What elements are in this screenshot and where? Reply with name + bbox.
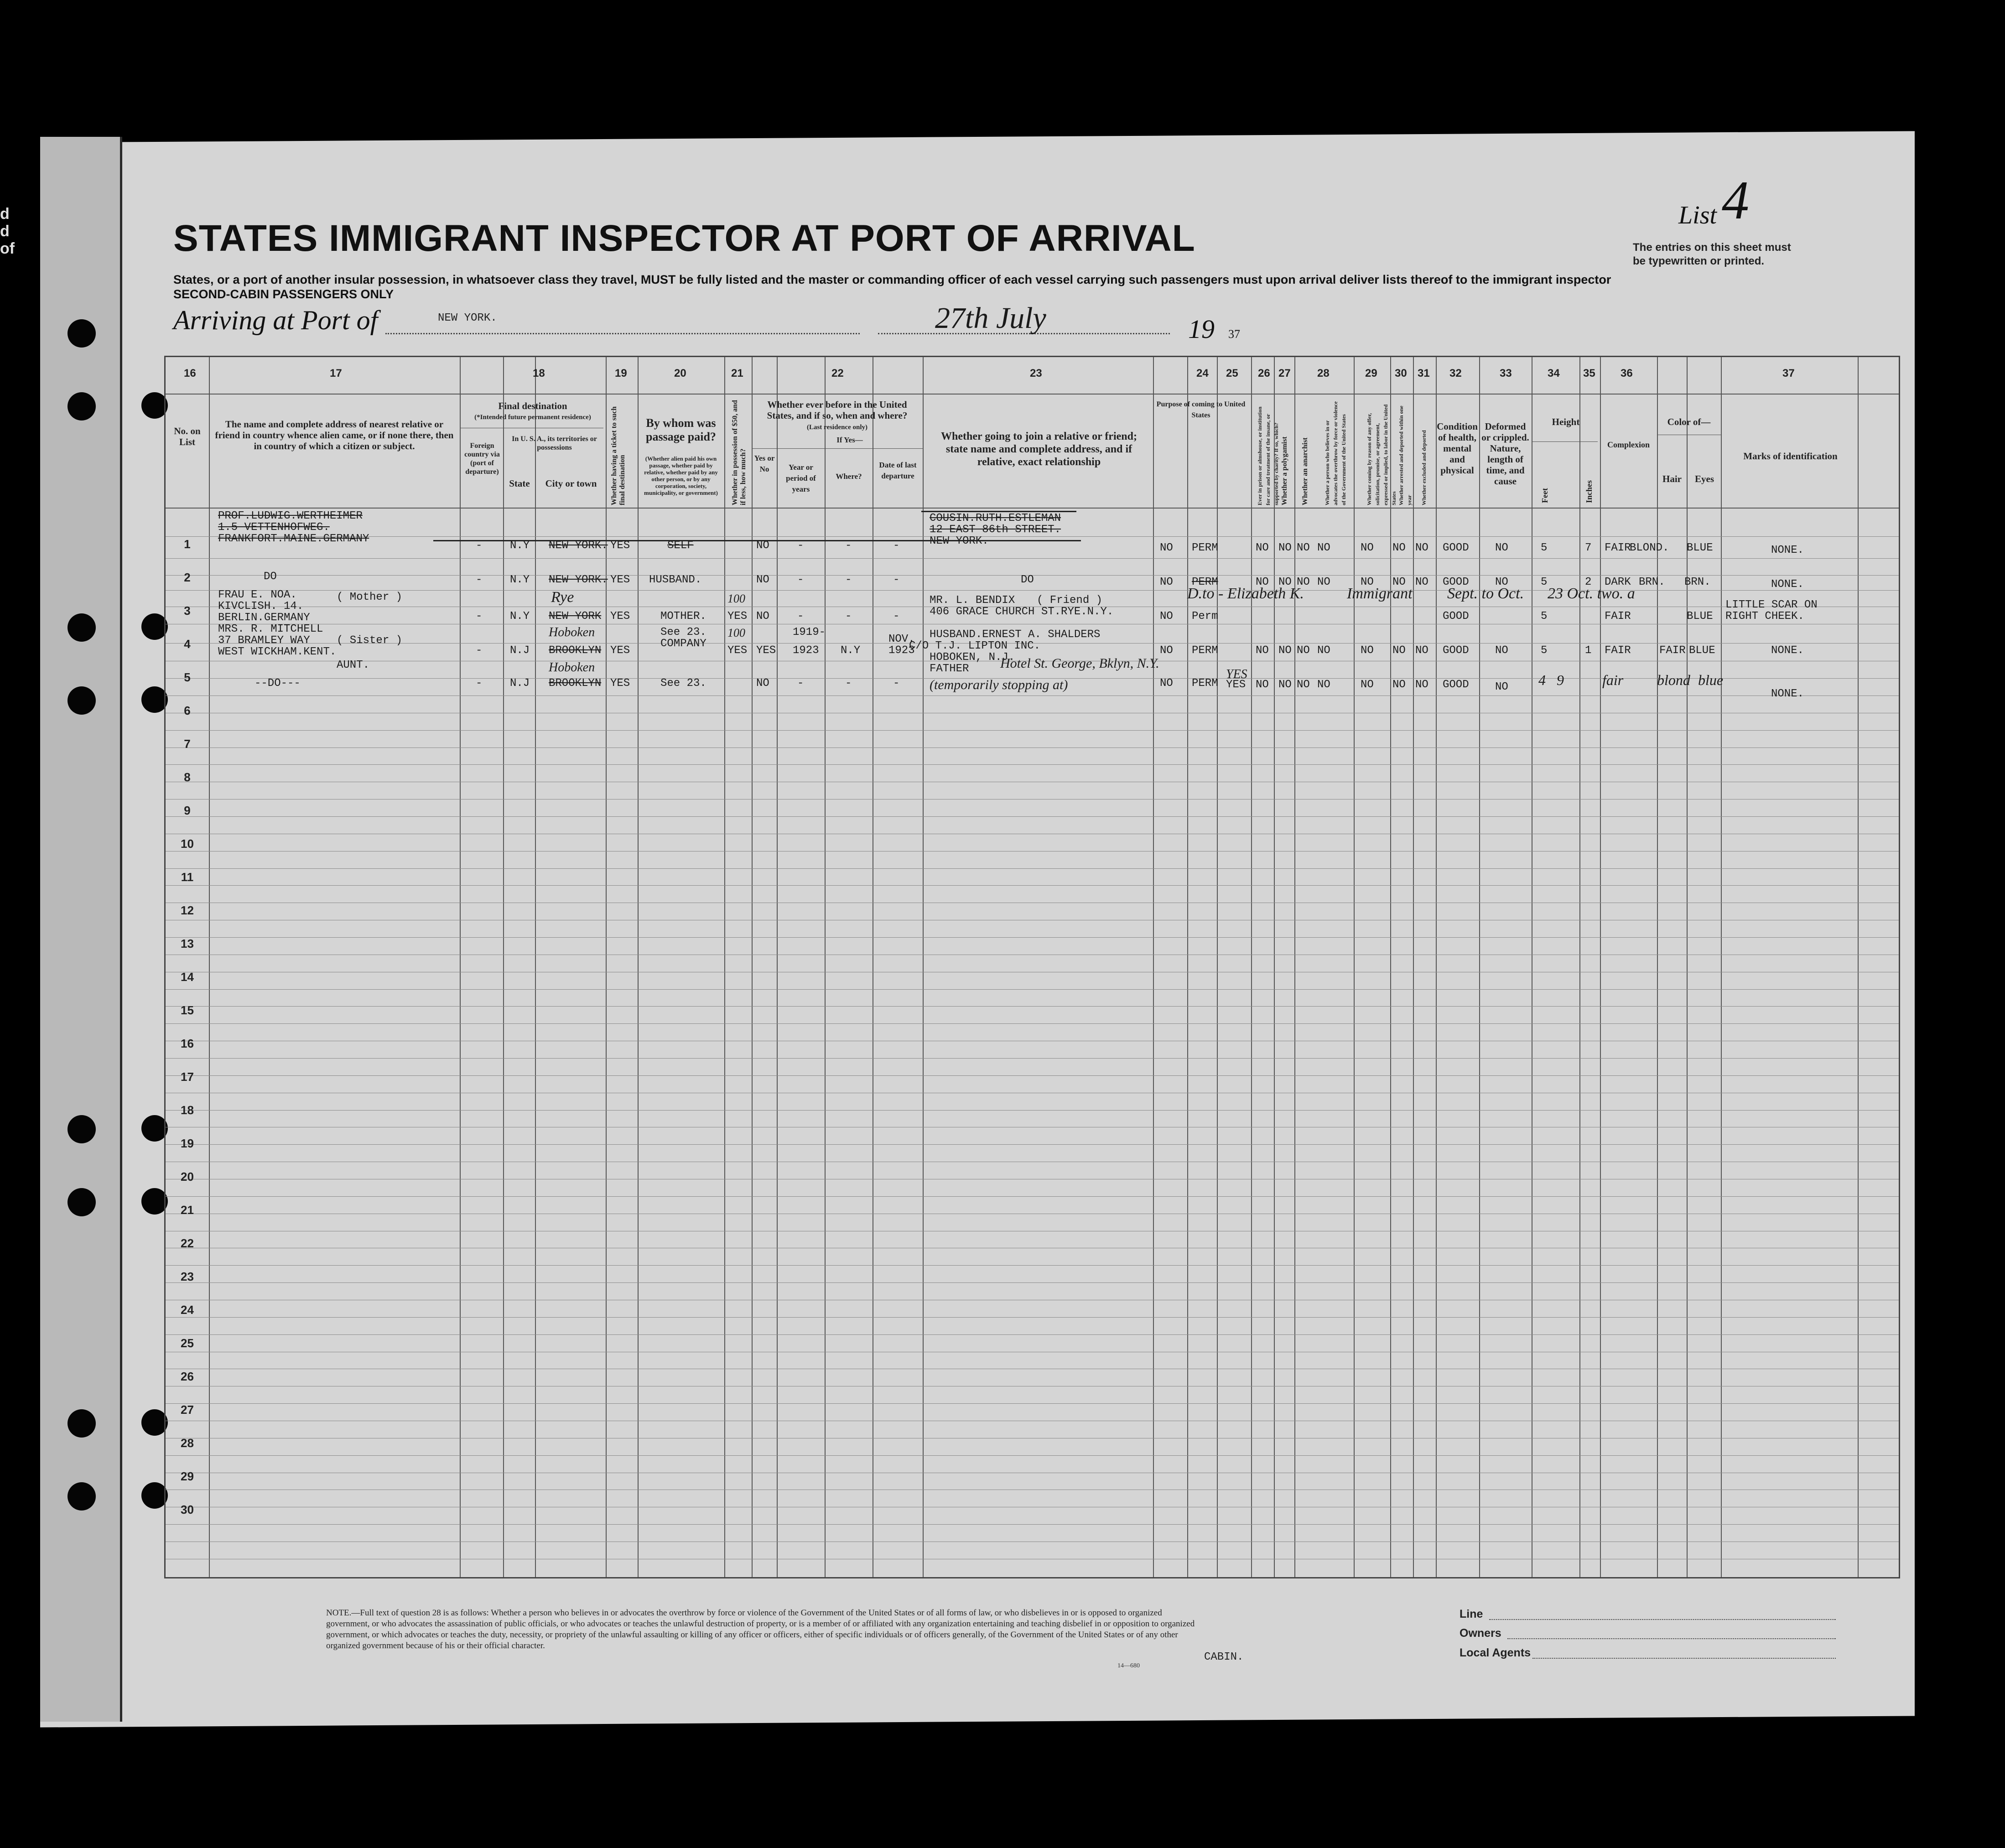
row1-strikethrough-line [433,540,1081,541]
row-number: 14 [181,970,194,984]
r4-relative-line: WEST WICKHAM.KENT. [218,646,337,658]
question-28-note: NOTE.—Full text of question 28 is as follows: Whether a person who believes in or advocates the overthrow by force or violence of the Government of the United States or of all forms of law, or who disbelieves in or is opposed to organized government, or who advocates the assassination of public officials, or who advocates or teaches the unlawful destruction of property, or is a member of or affiliated with any organization entertaining and teaching disbelief in or opposition to organized government, or which advocates or teaches the duty, necessity, or propriety of the unlawful assaulting or killing of any officer or officers, either of specific individuals or of officers generally, of the Government of the United States or of any other organized government because of his or their official character. [326,1608,1195,1651]
r4-year: 1919- [793,626,826,638]
list-number: 4 [1722,170,1749,230]
r3-relative-relation: ( Mother ) [337,591,403,603]
arriving-port-label: Arriving at Port of [173,305,378,335]
col-num-36: 36 [1621,367,1633,379]
r2-cell: NO [1278,576,1292,588]
r5-complexion-handwritten: fair [1602,672,1624,688]
r1-cell: NO [1256,542,1269,554]
r1-ticket: YES [610,540,630,552]
header-foreign-country: Foreign country via (port of departure) [464,442,500,476]
r4-eyes: BLUE [1689,644,1715,657]
r5-ticket: YES [610,677,630,690]
edge-fragment: of [0,240,15,257]
r5-state: N.J [510,677,530,690]
r4-aunt: AUNT. [337,659,370,671]
r1-cell: NO [1297,542,1310,554]
col-num-27: 27 [1278,367,1291,379]
r4-health: GOOD [1443,644,1469,657]
r3-before-yes-no: NO [756,610,769,623]
row-number: 5 [184,670,191,684]
r1-departure: - [893,540,900,552]
row-number: 26 [181,1370,194,1383]
header-before-usa: Whether ever before in the United States, and if so, when and where? [767,399,908,421]
r4-purpose: PERM [1192,644,1218,657]
header-state: State [509,478,530,489]
r4-marks: NONE. [1771,644,1804,657]
row-number: 11 [181,870,194,884]
r3-foreign: - [476,610,483,623]
header-year-period: Year or period of years [786,463,816,493]
r2-cell: NO [1317,576,1330,588]
r4-cell: NO [1297,644,1310,657]
col-num-24: 24 [1196,367,1209,379]
header-date-departure: Date of last departure [879,461,917,480]
arrival-date-handwritten: 27th July [935,301,1046,335]
header-deformed: Deformed or crippled. Nature, length of time, and cause [1481,421,1529,487]
row-number: 8 [184,770,191,784]
r5-before-yes-no: NO [756,677,769,690]
header-q26: Whether a polygamist [1281,436,1288,505]
r2-before-yes-no: NO [756,574,769,586]
row-number: 6 [184,704,191,717]
header-city: City or town [545,478,597,489]
r1-relative-line: PROF.LUDWIG.WERTHEIMER [218,510,363,522]
r2-passage: HUSBAND. [649,574,702,586]
sheet-note [1633,241,1791,268]
r1-cell: NO [1361,542,1374,554]
r5-cell: NO [1415,679,1428,691]
arriving-port-value: NEW YORK. [438,312,497,324]
r4-feet: 5 [1541,644,1548,657]
r5-join-handwritten: (temporarily stopping at) [930,677,1068,692]
r4-state: N.J [510,644,530,657]
r5-eyes-handwritten: blue [1698,672,1724,688]
r4-relative-relation: ( Sister ) [337,634,403,647]
r5-year: - [797,677,804,690]
col-num-34: 34 [1548,367,1560,379]
row-number: 4 [184,637,191,651]
header-yes-no: Yes or No [754,454,775,473]
col-num-33: 33 [1500,367,1512,379]
col-num-30: 30 [1395,367,1407,379]
list-label: List [1678,201,1717,229]
r5-hair-handwritten: blond [1657,672,1690,688]
r1-complexion: FAIR [1605,542,1631,554]
r4-foreign: - [476,644,483,657]
r1-passage: SELF [667,540,694,552]
r5-passage: See 23. [660,677,706,690]
header-q29: Whether coming by reason of any offer, solicitation, promise, or agreement, expressed or implied, to labor in the United States [1366,404,1397,505]
col-num-20: 20 [674,367,686,379]
r2-cell: NO [1392,576,1406,588]
local-agents-label: Local Agents [1460,1646,1531,1659]
r2-city: NEW YORK. [549,574,608,586]
r1-purpose: PERM [1192,542,1218,554]
r3-ticket: YES [610,610,630,623]
row-number: 28 [181,1436,194,1450]
binder-hole [68,613,96,642]
r2-purpose: PERM [1192,576,1218,588]
header-possession-50: Whether in possession of $50, and if less, how much? [731,400,747,505]
header-marks: Marks of identification [1743,451,1838,462]
r3-city: NEW YORK [549,610,602,623]
r5-city-handwritten: Hoboken [549,660,595,675]
r5-marks: NONE. [1771,688,1804,700]
r5-cell: YES [1226,679,1246,691]
r2-relative: DO [264,571,277,583]
row-number: 19 [181,1137,194,1150]
r4-relative-line: 37 BRAMLEY WAY [218,634,310,647]
port-dotted-line [385,333,860,334]
page-title: STATES IMMIGRANT INSPECTOR AT PORT OF ARRIVAL [173,218,1195,259]
binder-hole [68,319,96,348]
r1-where: - [845,540,852,552]
r4-deformed: NO [1495,644,1508,657]
header-ticket: Whether having a ticket to such final destination [610,406,626,505]
r5-feet-handwritten: 4 [1538,672,1546,688]
binder-hole [68,1409,96,1438]
r3-state: N.Y [510,610,530,623]
col-num-29: 29 [1365,367,1377,379]
r3-handwritten-note: 23 Oct. two. a [1548,585,1635,602]
row-number: 20 [181,1170,194,1184]
r4-departure: 1923 [888,644,915,657]
r3-cash: YES [727,610,748,623]
r3-join-relation: ( Friend ) [1037,594,1103,607]
row-number: 21 [181,1203,194,1217]
row-number: 3 [184,604,191,618]
r4-join-line: HUSBAND.ERNEST A. SHALDERS [930,628,1101,641]
row-number: 1 [184,537,191,551]
header-feet: Feet [1540,488,1549,503]
header-no-on-list: No. on List [174,426,201,447]
r2-feet: 5 [1541,576,1548,588]
r5-yes-handwritten: YES [1226,667,1247,681]
row-number: 25 [181,1336,194,1350]
r5-cell: NO [1297,679,1310,691]
row2-strikethrough-line [921,511,1076,512]
col-num-22: 22 [831,367,844,379]
line-dotted-field [1489,1619,1836,1620]
header-q25: Ever in prison or almshouse, or institution for care and treatment of the insane, or supported by charity? If so, which? [1257,406,1279,505]
edge-fragment: d [0,223,10,240]
row-number: 30 [181,1503,194,1516]
r4-hair: FAIR [1659,644,1686,657]
r2-cell: NO [1361,576,1374,588]
r3-join-name: MR. L. BENDIX [930,594,1015,607]
col-num-18: 18 [533,367,545,379]
owners-dotted-field [1507,1638,1836,1639]
r3-purpose-handwritten: D.to - Elizabeth K. [1187,585,1304,602]
r5-purpose: PERM [1192,677,1218,690]
r4-join-line: HOBOKEN, N.J. [930,651,1015,664]
row-number: 17 [181,1070,194,1084]
col-num-25: 25 [1226,367,1238,379]
header-if-yes: If Yes— [836,436,863,444]
r3-marks-line: RIGHT CHEEK. [1725,610,1804,623]
r1-eyes: BLUE [1687,542,1713,554]
manifest-table [164,356,1900,1578]
r3-cell: NO [1160,610,1173,623]
r2-inches: 2 [1585,576,1592,588]
r1-relative-line: FRANKFORT.MAINE.GERMANY [218,533,369,545]
col-num-19: 19 [615,367,627,379]
r5-health: GOOD [1443,679,1469,691]
row-number: 9 [184,804,191,817]
binder-hole [68,1482,96,1511]
r4-cell: NO [1415,644,1428,657]
col-num-28: 28 [1317,367,1330,379]
row-number: 12 [181,903,194,917]
header-hair: Hair [1662,473,1682,484]
header-where: Where? [836,472,862,481]
r3-purpose: Perm [1192,610,1218,623]
r5-join: FATHER [930,663,969,675]
r1-foreign: - [476,540,483,552]
row-number: 2 [184,571,191,584]
r3-departure: - [893,610,900,623]
r4-cell: NO [1392,644,1406,657]
r2-complexion: DARK [1605,576,1631,588]
row-number: 15 [181,1003,194,1017]
r4-ticket: YES [610,644,630,657]
r3-relative-line: KIVCLISH. 14. [218,600,304,613]
r3-eyes: BLUE [1687,610,1713,623]
r4-city: BROOKLYN [549,644,602,657]
header-passage-note: (Whether alien paid his own passage, whether paid by relative, whether paid by any other person, or by any corporation, society, municipality, or government) [644,455,718,496]
r2-cell: NO [1415,576,1428,588]
header-eyes: Eyes [1695,473,1714,484]
r2-cell: NO [1297,576,1310,588]
r1-join-line: NEW YORK. [930,535,989,547]
r5-cell: NO [1256,679,1269,691]
r3-year: - [797,610,804,623]
r2-cell: NO [1256,576,1269,588]
r3-marks-line: LITTLE SCAR ON [1725,599,1818,611]
r3-handwritten-note: Sept. to Oct. [1447,585,1524,602]
r2-ticket: YES [610,574,630,586]
r1-cell: NO [1317,542,1330,554]
col-num-35: 35 [1583,367,1595,379]
r4-relative-line: MRS. R. MITCHELL [218,623,323,635]
r4-city-handwritten: Hoboken [549,625,595,639]
r1-state: N.Y [510,540,530,552]
r4-inches: 1 [1585,644,1592,657]
header-q30: Whether arrested and deported within one year [1398,405,1413,505]
r2-where: - [845,574,852,586]
r3-city-handwritten: Rye [551,589,574,606]
header-q27: Whether an anarchist [1301,437,1309,505]
r1-health: GOOD [1443,542,1469,554]
header-q31: Whether excluded and deported [1421,430,1427,505]
r4-cell: NO [1256,644,1269,657]
r2-deformed: NO [1495,576,1508,588]
row-number: 16 [181,1037,194,1050]
row-number: 22 [181,1236,194,1250]
r4-cell: NO [1278,644,1292,657]
adjacent-page-edge [0,205,55,257]
r3-passage: MOTHER. [660,610,706,623]
r3-feet: 5 [1541,610,1548,623]
instructions-line: States, or a port of another insular possession, in whatsoever class they travel, MUST be fully listed and the master or commanding officer of each vessel carrying such passengers must upon arrival deliver lists thereof to the immigrant inspector [173,273,1611,286]
year-suffix: 37 [1228,327,1240,341]
row-number: 13 [181,937,194,950]
header-q28: Whether a person who believes in or advocates the overthrow by force or violence of the Government of the United States [1324,401,1347,505]
r1-cell: NO [1160,542,1173,554]
r1-inches: 7 [1585,542,1592,554]
r4-cash-handwritten: 100 [727,626,745,639]
header-condition: Condition of health, mental and physical [1437,421,1478,476]
row-number: 29 [181,1469,194,1483]
r4-year: 1923 [793,644,819,657]
r3-where: - [845,610,852,623]
r1-cell: NO [1415,542,1428,554]
r5-deformed: NO [1495,681,1508,693]
r2-health: GOOD [1443,576,1469,588]
col-num-21: 21 [731,367,743,379]
form-code: 14—680 [1117,1662,1140,1669]
header-color-of: Color of— [1667,416,1711,427]
binder-hole [68,686,96,715]
r5-cell: NO [1160,677,1173,690]
binder-hole [68,392,96,420]
header-nearest-relative: The name and complete address of nearest relative or friend in country whence alien came, or if none there, then in country of which a citizen or subject. [215,419,454,452]
r5-inches-handwritten: 9 [1557,672,1564,688]
row-number: 24 [181,1303,194,1317]
cabin-class-line: SECOND-CABIN PASSENGERS ONLY [173,287,394,301]
header-inches: Inches [1584,480,1594,503]
r4-cell: NO [1361,644,1374,657]
local-agents-dotted-field [1532,1658,1836,1659]
r4-passage: See 23. [660,626,706,638]
cabin-class-stamp: CABIN. [1204,1651,1244,1663]
edge-fragment: d [0,205,10,223]
header-height: Height [1552,416,1580,427]
r3-health: GOOD [1443,610,1469,623]
r4-cell: NO [1160,644,1173,657]
r3-relative-line: FRAU E. NOA. [218,589,297,601]
r4-cash: YES [727,644,748,657]
row-number: 7 [184,737,191,751]
r1-hair: BLOND. [1630,542,1669,554]
r4-where: N.Y [841,644,861,657]
row-number: 10 [181,837,194,851]
col-num-31: 31 [1418,367,1430,379]
header-join-relative: Whether going to join a relative or friend; state name and complete address, and if relative, exact relationship [941,431,1137,468]
r2-cell: NO [1160,576,1173,588]
r5-cell: NO [1278,679,1292,691]
r2-departure: - [893,574,900,586]
col-num-17: 17 [330,367,342,379]
binder-hole [68,1115,96,1143]
r5-cell: NO [1317,679,1330,691]
year-prefix: 19 [1188,314,1215,344]
line-label: Line [1460,1608,1483,1620]
r1-cell: NO [1392,542,1406,554]
r1-cell: NO [1278,542,1292,554]
r3-handwritten-note: Immigrant [1347,585,1413,602]
binder-hole [68,1188,96,1216]
r2-foreign: - [476,574,483,586]
r5-where: - [845,677,852,690]
r3-relative-line: BERLIN.GERMANY [218,612,310,624]
row-number: 18 [181,1103,194,1117]
header-final-destination-note: (*Intended future permanent residence) [474,414,591,421]
r4-join-line: C/O T.J. LIPTON INC. [909,640,1041,652]
r2-join: DO [1021,574,1034,586]
r5-cell: NO [1392,679,1406,691]
r4-complexion: FAIR [1605,644,1631,657]
row-number: 27 [181,1403,194,1417]
r2-hair: BRN. [1639,576,1665,588]
col-num-26: 26 [1258,367,1270,379]
r4-passage-company: COMPANY [660,638,706,650]
header-purpose: Purpose of coming to United States [1156,400,1246,419]
sheet-note-line: The entries on this sheet must [1633,241,1791,254]
header-complexion: Complexion [1607,440,1650,449]
r4-cell: NO [1317,644,1330,657]
r1-marks: NONE. [1771,544,1804,556]
owners-label: Owners [1460,1627,1501,1640]
sheet-note-line: be typewritten or printed. [1633,255,1765,267]
r3-join-address: 406 GRACE CHURCH ST.RYE.N.Y. [930,606,1114,618]
r5-join-handwritten: Hotel St. George, Bklyn, N.Y. [1000,656,1159,671]
r1-deformed: NO [1495,542,1508,554]
r5-cell: NO [1361,679,1374,691]
row-number: 23 [181,1270,194,1283]
r1-year: - [797,540,804,552]
r2-year: - [797,574,804,586]
r2-state: N.Y [510,574,530,586]
r4-before-yes-no: YES [756,644,776,657]
col-num-23: 23 [1030,367,1042,379]
col-num-32: 32 [1449,367,1462,379]
col-num-37: 37 [1782,367,1795,379]
r5-departure: - [893,677,900,690]
r3-cash-handwritten: 100 [727,592,745,605]
r2-marks: NONE. [1771,578,1804,591]
r1-join-line: COUSIN.RUTH.ESTLEMAN [930,512,1061,524]
r3-complexion: FAIR [1605,610,1631,623]
r1-city: NEW YORK. [549,540,608,552]
r5-foreign: - [476,677,483,690]
r5-city: BROOKLYN [549,677,602,690]
header-passage-paid: By whom was passage paid? [646,416,716,443]
r4-departure: NOV. [888,633,915,645]
header-before-note: (Last residence only) [806,424,868,431]
header-final-destination: Final destination [498,400,567,411]
r5-relative: --DO--- [255,677,301,690]
r1-feet: 5 [1541,542,1548,554]
r1-before-yes-no: NO [756,540,769,552]
r1-relative-line: 1.5 VETTENHOFWEG. [218,521,330,534]
r2-eyes: BRN. [1684,576,1711,588]
col-num-16: 16 [184,367,196,379]
header-in-usa: In U. S. A., its territories or possessions [512,435,597,452]
r1-join-line: 12 EAST 86th STREET. [930,524,1061,536]
